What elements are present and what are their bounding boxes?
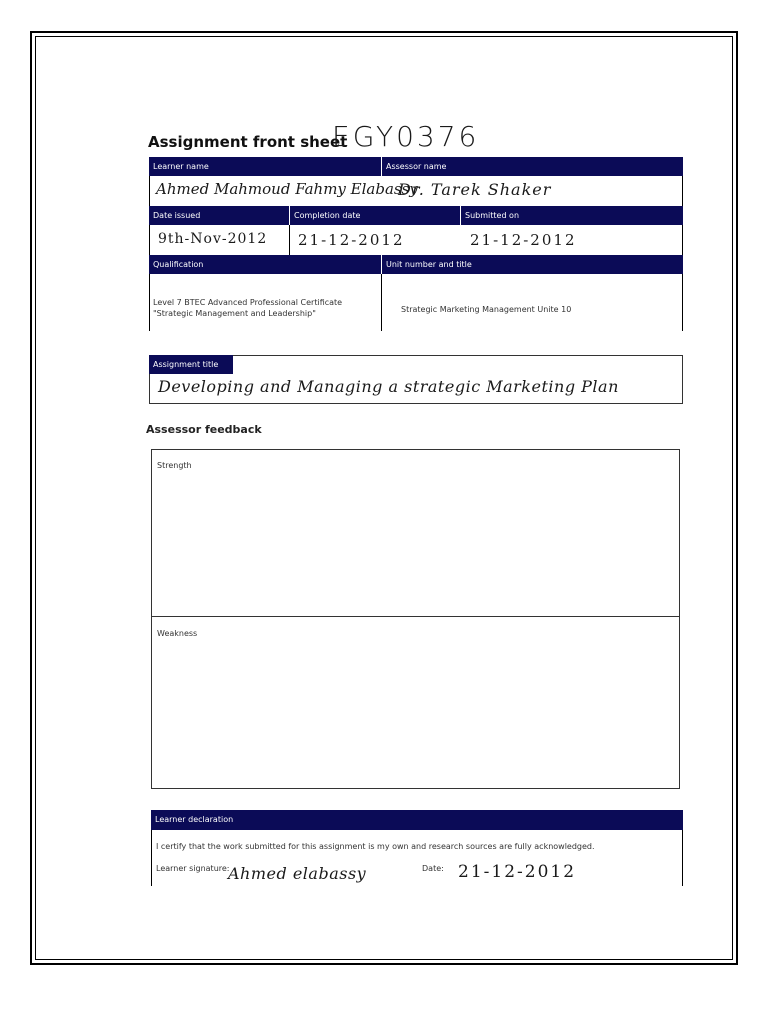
signature-label: Learner signature:	[156, 864, 230, 873]
divider	[682, 830, 683, 886]
learner-name-value: Ahmed Mahmoud Fahmy Elabassy	[156, 180, 418, 198]
assignment-title-label: Assignment title	[149, 355, 233, 374]
learner-declaration-label: Learner declaration	[151, 810, 683, 830]
divider	[682, 225, 683, 255]
qualification-label: Qualification	[149, 255, 381, 274]
divider	[149, 225, 150, 255]
declaration-date-value: 21-12-2012	[458, 862, 577, 882]
divider	[151, 830, 152, 886]
page-title: Assignment front sheet	[148, 133, 348, 151]
divider	[682, 274, 683, 331]
qualification-value-line2: "Strategic Management and Leadership"	[153, 309, 316, 318]
divider	[682, 176, 683, 206]
divider	[381, 274, 382, 331]
assessor-name-label: Assessor name	[382, 157, 683, 176]
learner-name-label: Learner name	[149, 157, 381, 176]
qualification-value-line1: Level 7 BTEC Advanced Professional Certificate	[153, 298, 343, 307]
assignment-title-value: Developing and Managing a strategic Marketing Plan	[158, 377, 619, 396]
completion-date-value: 21-12-2012	[298, 231, 405, 249]
declaration-date-label: Date:	[422, 864, 444, 873]
submitted-on-value: 21-12-2012	[470, 231, 577, 249]
divider	[149, 274, 150, 331]
divider	[149, 176, 150, 206]
weakness-label: Weakness	[157, 629, 198, 638]
submitted-on-label: Submitted on	[461, 206, 683, 225]
assignment-code: EGY0376	[332, 120, 480, 153]
completion-date-label: Completion date	[290, 206, 460, 225]
assessor-name-value: Dr. Tarek Shaker	[398, 180, 552, 199]
assessor-feedback-heading: Assessor feedback	[146, 423, 262, 436]
feedback-divider	[151, 616, 680, 617]
strength-label: Strength	[157, 461, 192, 470]
unit-label: Unit number and title	[382, 255, 683, 274]
signature-value: Ahmed elabassy	[228, 864, 367, 883]
date-issued-label: Date issued	[149, 206, 289, 225]
date-issued-value: 9th-Nov-2012	[158, 231, 268, 247]
divider	[289, 225, 290, 255]
unit-value: Strategic Marketing Management Unite 10	[401, 305, 572, 314]
feedback-box	[151, 449, 680, 789]
declaration-text: I certify that the work submitted for this assignment is my own and research sources are fully acknowledged.	[156, 842, 595, 851]
